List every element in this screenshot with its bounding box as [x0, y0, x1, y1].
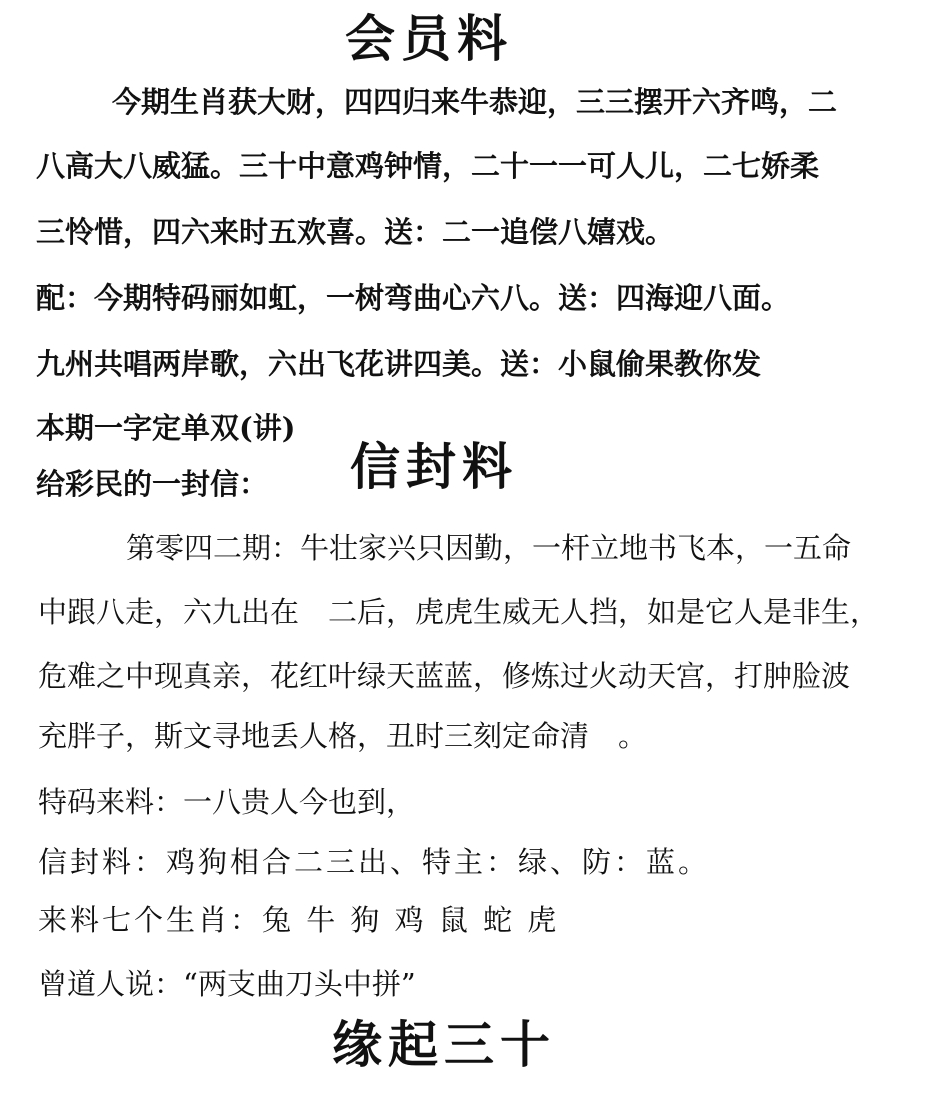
heading-origin: 缘起三十 [332, 1015, 556, 1074]
envelope-poem-line-4: 充胖子，斯文寻地丢人格，丑时三刻定命清 。 [38, 719, 648, 753]
member-poem-line-3: 三怜惜，四六来时五欢喜。送：二一追偿八嬉戏。 [36, 215, 675, 249]
seven-zodiacs-line: 来料七个生肖：兔 牛 狗 鸡 鼠 蛇 虎 [38, 903, 560, 937]
envelope-poem-line-2: 中跟八走，六九出在 二后，虎虎生威无人挡，如是它人是非生， [38, 595, 880, 629]
envelope-poem-line-3: 危难之中现真亲，花红叶绿天蓝蓝，修炼过火动天宫，打肿脸波 [38, 659, 851, 693]
pei-line: 配：今期特码丽如虹，一树弯曲心六八。送：四海迎八面。 [36, 281, 791, 315]
special-code-line: 特码来料：一八贵人今也到， [38, 785, 416, 819]
letter-line: 给彩民的一封信： [36, 467, 269, 501]
envelope-material-line: 信封料：鸡狗相合二三出、特主：绿、防：蓝。 [38, 845, 711, 879]
member-poem-line-2: 八高大八威猛。三十中意鸡钟情，二十一一可人儿，二七娇柔 [36, 149, 820, 183]
taoist-saying-line: 曾道人说：“两支曲刀头中拼” [38, 967, 416, 1001]
heading-member: 会员料 [345, 9, 513, 68]
jiuzhou-line: 九州共唱两岸歌，六出飞花讲四美。送：小鼠偷果教你发 [36, 347, 762, 381]
member-poem-line-1: 今期生肖获大财，四四归来牛恭迎，三三摆开六齐鸣，二 [112, 85, 838, 119]
single-char-line: 本期一字定单双(讲) [36, 411, 296, 445]
heading-envelope: 信封料 [350, 437, 518, 496]
envelope-poem-line-1: 第零四二期：牛壮家兴只因勤，一杆立地书飞本，一五命 [126, 531, 852, 565]
